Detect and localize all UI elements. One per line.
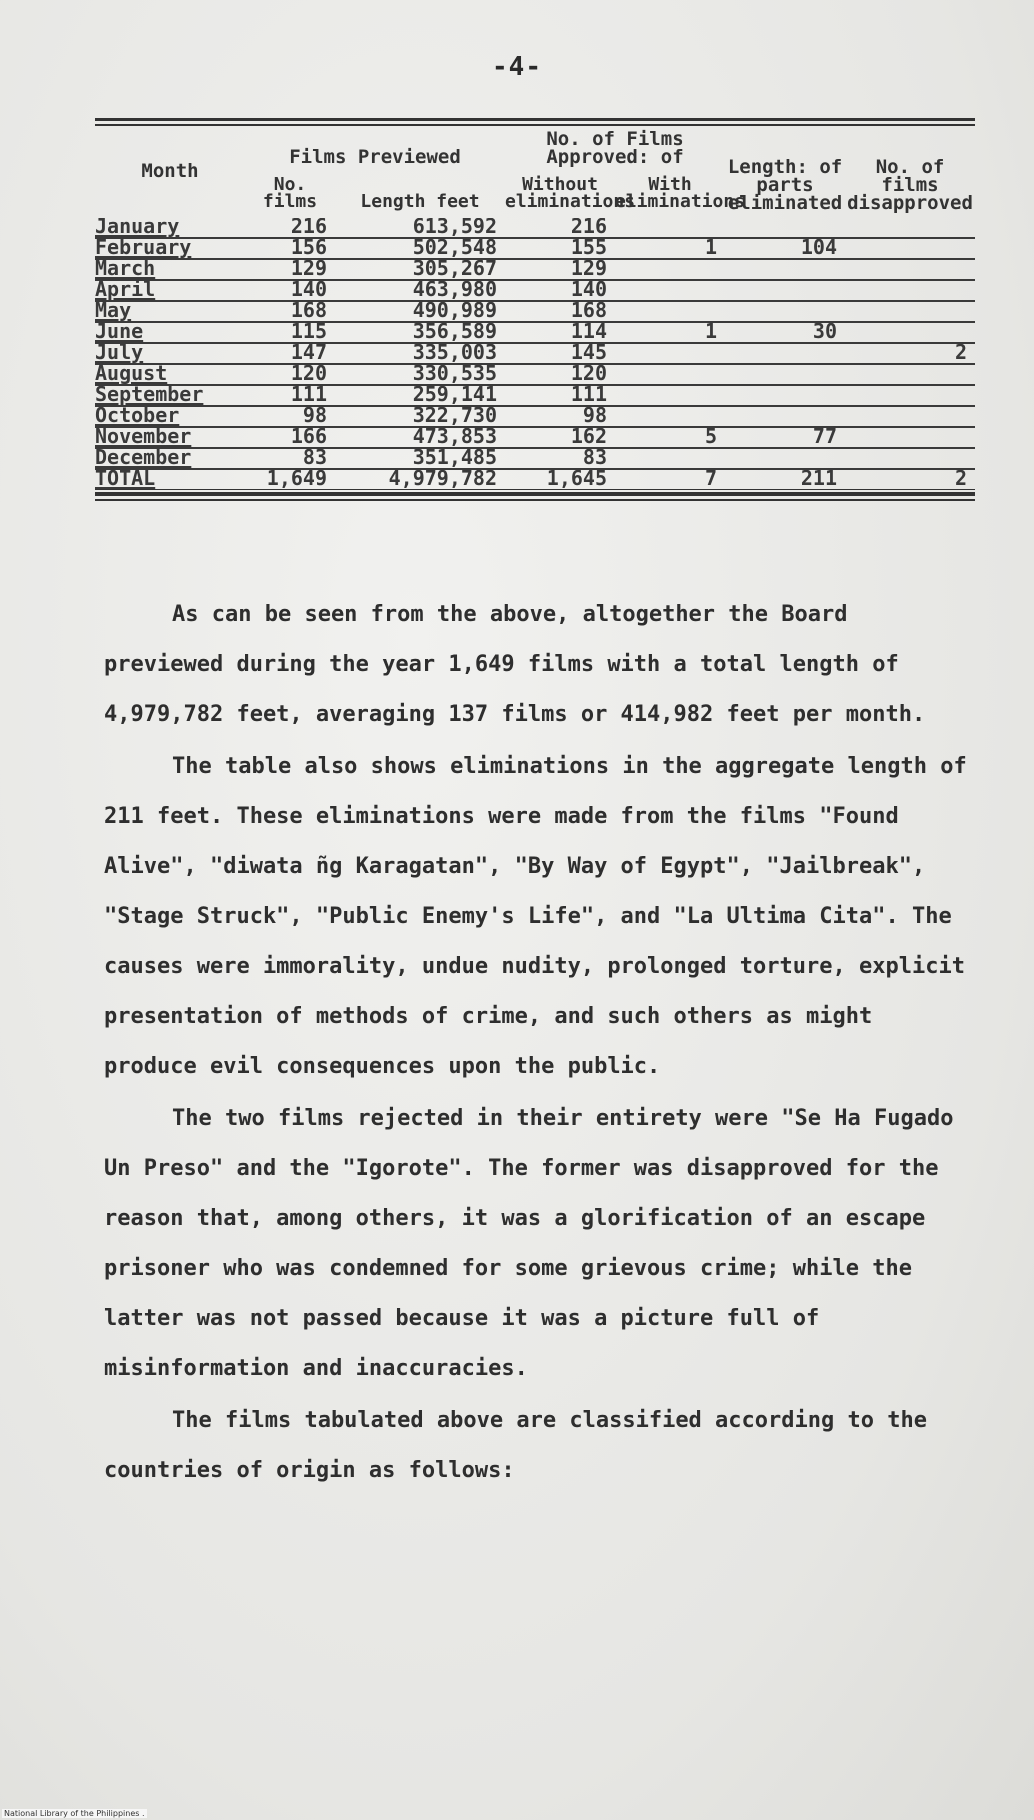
cell-without: 129 xyxy=(505,259,615,280)
table-row xyxy=(95,406,975,427)
cell-no: 120 xyxy=(245,364,335,385)
footer-credit: National Library of the Philippines . xyxy=(4,1809,145,1818)
cell-with xyxy=(615,343,725,364)
cell-total-with: 7 xyxy=(615,469,725,491)
table-row xyxy=(95,448,975,469)
table-row xyxy=(95,343,975,364)
cell-parts: 104 xyxy=(725,238,845,259)
cell-with xyxy=(615,385,725,406)
paragraph: The two films rejected in their entirety were "Se Ha Fugado Un Preso" and the "Igorote". The former was disapproved for the reason that, among others, it was a glorification of an escape prisoner who was condemned for some grievous crime; while the latter was not passed because it was a picture full of misinformation and inaccuracies. xyxy=(104,1106,954,1381)
header-films-approved: No. of Films Approved: of xyxy=(546,128,684,168)
cell-disapproved: 2 xyxy=(845,343,975,364)
cell-disapproved xyxy=(845,448,975,469)
cell-with: 1 xyxy=(615,238,725,259)
page-number: -4- xyxy=(492,52,542,82)
cell-no: 168 xyxy=(245,301,335,322)
cell-no: 83 xyxy=(245,448,335,469)
cell-with xyxy=(615,448,725,469)
cell-with xyxy=(615,406,725,427)
cell-no: 140 xyxy=(245,280,335,301)
cell-parts xyxy=(725,301,845,322)
cell-month: September xyxy=(95,385,245,406)
cell-without: 162 xyxy=(505,427,615,448)
cell-month: December xyxy=(95,448,245,469)
cell-length: 351,485 xyxy=(335,448,505,469)
cell-without: 145 xyxy=(505,343,615,364)
films-table xyxy=(95,126,975,493)
cell-with xyxy=(615,218,725,238)
header-length-parts: Length: of parts eliminated xyxy=(727,156,843,214)
body-text xyxy=(104,590,974,1498)
cell-without: 168 xyxy=(505,301,615,322)
cell-disapproved xyxy=(845,406,975,427)
cell-total-label: TOTAL xyxy=(95,469,245,491)
cell-month: April xyxy=(95,280,245,301)
cell-parts xyxy=(725,385,845,406)
cell-disapproved xyxy=(845,259,975,280)
table-row xyxy=(95,364,975,385)
cell-without: 155 xyxy=(505,238,615,259)
cell-length: 502,548 xyxy=(335,238,505,259)
cell-month: February xyxy=(95,238,245,259)
cell-no: 147 xyxy=(245,343,335,364)
cell-total-without: 1,645 xyxy=(505,469,615,491)
cell-disapproved xyxy=(845,385,975,406)
cell-parts xyxy=(725,406,845,427)
cell-month: July xyxy=(95,343,245,364)
cell-no: 98 xyxy=(245,406,335,427)
cell-length: 305,267 xyxy=(335,259,505,280)
cell-disapproved xyxy=(845,301,975,322)
cell-parts xyxy=(725,280,845,301)
table-row xyxy=(95,280,975,301)
cell-disapproved xyxy=(845,322,975,343)
paragraph: The films tabulated above are classified according to the countries of origin as follows: xyxy=(104,1408,927,1483)
cell-with: 1 xyxy=(615,322,725,343)
cell-length: 490,989 xyxy=(335,301,505,322)
table-row xyxy=(95,427,975,448)
films-table-container xyxy=(95,118,975,501)
table-row xyxy=(95,385,975,406)
cell-no: 111 xyxy=(245,385,335,406)
table-top-rule xyxy=(95,118,975,126)
cell-without: 111 xyxy=(505,385,615,406)
table-row xyxy=(95,218,975,238)
cell-parts xyxy=(725,364,845,385)
cell-length: 330,535 xyxy=(335,364,505,385)
cell-month: June xyxy=(95,322,245,343)
cell-parts: 30 xyxy=(725,322,845,343)
cell-disapproved xyxy=(845,280,975,301)
cell-length: 463,980 xyxy=(335,280,505,301)
cell-no: 115 xyxy=(245,322,335,343)
header-month: Month xyxy=(141,160,199,182)
cell-parts xyxy=(725,259,845,280)
table-row xyxy=(95,301,975,322)
cell-disapproved xyxy=(845,427,975,448)
cell-no: 216 xyxy=(245,218,335,238)
cell-no: 156 xyxy=(245,238,335,259)
cell-length: 322,730 xyxy=(335,406,505,427)
header-films-previewed: Films Previewed xyxy=(289,146,461,168)
cell-parts: 77 xyxy=(725,427,845,448)
header-approved-with: With eliminations xyxy=(615,174,746,212)
cell-month: November xyxy=(95,427,245,448)
table-bottom-rule xyxy=(95,493,975,501)
table-row xyxy=(95,238,975,259)
cell-month: March xyxy=(95,259,245,280)
cell-without: 83 xyxy=(505,448,615,469)
paragraph: As can be seen from the above, altogether the Board previewed during the year 1,649 films with a total length of 4,979,782 feet, averaging 137 films or 414,982 feet per month. xyxy=(104,602,926,727)
cell-no: 166 xyxy=(245,427,335,448)
table-body xyxy=(95,218,975,491)
cell-length: 473,853 xyxy=(335,427,505,448)
table-row xyxy=(95,259,975,280)
table-header xyxy=(95,126,975,218)
header-previewed-no: No. films xyxy=(262,174,318,212)
cell-month: May xyxy=(95,301,245,322)
cell-without: 120 xyxy=(505,364,615,385)
header-previewed-length: Length feet xyxy=(360,191,480,212)
cell-disapproved xyxy=(845,218,975,238)
cell-disapproved xyxy=(845,364,975,385)
cell-with: 5 xyxy=(615,427,725,448)
cell-with xyxy=(615,301,725,322)
cell-length: 613,592 xyxy=(335,218,505,238)
cell-without: 98 xyxy=(505,406,615,427)
cell-month: August xyxy=(95,364,245,385)
cell-disapproved xyxy=(845,238,975,259)
header-disapproved: No. of films disapproved xyxy=(847,156,973,214)
cell-without: 114 xyxy=(505,322,615,343)
paragraph: The table also shows eliminations in the aggregate length of 211 feet. These eliminations were made from the films "Found Alive", "diwata ñg Karagatan", "By Way of Egypt", "Jailbreak", "Stage Struck", "Public Enemy's Life", and "La Ultima Cita". The causes were immorality, undue nudity, prolonged torture, explicit presentation of methods of crime, and such others as might produce evil consequences upon the public. xyxy=(104,754,967,1079)
cell-length: 259,141 xyxy=(335,385,505,406)
cell-total-parts: 211 xyxy=(725,469,845,491)
cell-length: 356,589 xyxy=(335,322,505,343)
cell-parts xyxy=(725,218,845,238)
cell-parts xyxy=(725,343,845,364)
cell-no: 129 xyxy=(245,259,335,280)
table-total-row xyxy=(95,469,975,491)
cell-with xyxy=(615,259,725,280)
cell-without: 140 xyxy=(505,280,615,301)
cell-total-no: 1,649 xyxy=(245,469,335,491)
cell-length: 335,003 xyxy=(335,343,505,364)
table-row xyxy=(95,322,975,343)
header-approved-without: Without eliminations xyxy=(505,174,636,212)
cell-with xyxy=(615,364,725,385)
cell-without: 216 xyxy=(505,218,615,238)
cell-month: October xyxy=(95,406,245,427)
cell-total-length: 4,979,782 xyxy=(335,469,505,491)
cell-parts xyxy=(725,448,845,469)
cell-with xyxy=(615,280,725,301)
cell-month: January xyxy=(95,218,245,238)
cell-total-disapproved: 2 xyxy=(845,469,975,491)
